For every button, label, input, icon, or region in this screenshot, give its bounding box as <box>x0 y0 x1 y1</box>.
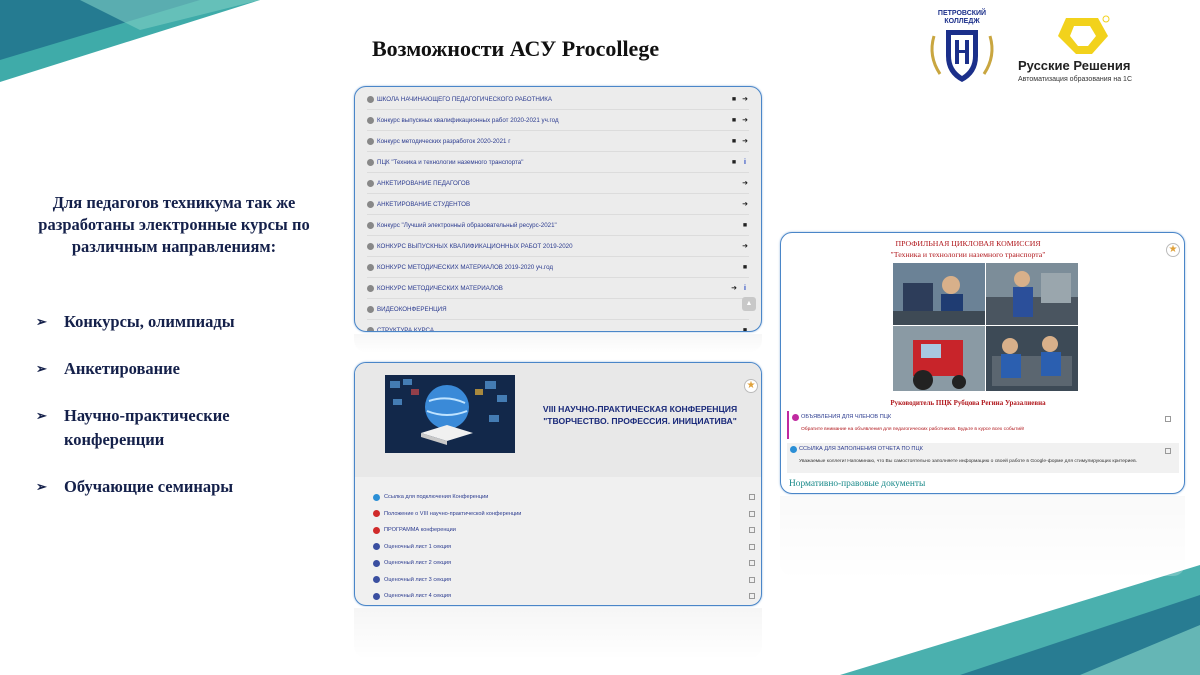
commission-head: Руководитель ПЦК Рубцова Регина Уразалиевна <box>890 399 1046 407</box>
normative-docs-heading: Нормативно-правовые документы <box>789 479 926 489</box>
conference-link-label: Оценочный лист 1 секция <box>384 543 452 550</box>
conference-link-label: Оценочный лист 2 секция <box>384 560 452 566</box>
announcements-body: Обратите внимание на объявления для педагогических работников. Будьте в курсе всех событий! <box>801 427 1025 432</box>
course-label: Конкурс выпускных квалификационных работ 2020-2021 уч.год <box>377 116 559 124</box>
scroll-up-button[interactable]: ▲ <box>742 297 756 311</box>
conference-screenshot <box>354 362 762 606</box>
course-row[interactable] <box>367 278 749 298</box>
bullet-item <box>36 475 326 499</box>
course-label: Конкурс методических разработок 2020-2021 г <box>377 137 511 145</box>
conference-link[interactable] <box>373 572 755 588</box>
completion-checkbox[interactable] <box>749 511 755 517</box>
course-row[interactable] <box>367 236 749 256</box>
completion-checkbox[interactable] <box>749 577 755 583</box>
course-row[interactable] <box>367 194 749 214</box>
conference-link-label: ПРОГРАММА конференции <box>384 527 456 533</box>
course-row[interactable] <box>367 152 749 172</box>
lock-icon[interactable]: ■ <box>731 95 737 103</box>
bullet-label: Научно-практические конференции <box>64 406 230 449</box>
russkie-resheniya-logo <box>1018 14 1148 84</box>
bullet-label: Анкетирование <box>64 359 180 378</box>
course-row[interactable] <box>367 320 749 332</box>
feature-list <box>36 310 326 522</box>
lock-icon[interactable]: ■ <box>742 263 748 271</box>
resource-icon <box>373 527 380 534</box>
conference-link[interactable] <box>373 555 755 571</box>
photo-workshop-2 <box>986 263 1078 325</box>
conference-title <box>533 403 747 427</box>
enter-icon[interactable]: ➜ <box>742 96 748 103</box>
lock-icon[interactable]: ■ <box>731 158 737 166</box>
info-icon[interactable]: i <box>744 284 746 292</box>
resource-icon <box>373 560 380 567</box>
conference-link-label: Оценочный лист 4 секция <box>384 593 452 599</box>
completion-checkbox[interactable] <box>1165 448 1171 454</box>
course-row[interactable] <box>367 299 749 319</box>
bullet-item <box>36 404 326 452</box>
lock-icon[interactable]: ■ <box>731 137 737 145</box>
shield-icon <box>926 26 998 86</box>
course-label: КОНКУРС ВЫПУСКНЫХ КВАЛИФИКАЦИОННЫХ РАБОТ 2019-2020 <box>377 242 573 250</box>
enter-icon[interactable]: ➜ <box>731 285 737 292</box>
conference-link-label: Ссылка для подключения Конференции <box>384 494 489 500</box>
arrow-bullet-icon: ➢ <box>36 314 47 329</box>
completion-checkbox[interactable] <box>1165 416 1171 422</box>
course-row[interactable] <box>367 131 749 151</box>
photo-tractor <box>893 326 985 391</box>
conference-banner <box>355 363 762 477</box>
completion-checkbox[interactable] <box>749 494 755 500</box>
commission-photos <box>893 263 1078 391</box>
lock-icon[interactable]: ■ <box>742 326 748 332</box>
course-label: СТРУКТУРА КУРСА <box>377 326 434 332</box>
lock-icon[interactable]: ■ <box>731 116 737 124</box>
course-gear-icon <box>367 201 374 208</box>
commission-reflection <box>780 496 1185 576</box>
resource-icon <box>373 593 380 600</box>
course-gear-icon <box>367 264 374 271</box>
logo-caption-2: КОЛЛЕДЖ <box>944 18 980 25</box>
rs-subtitle: Автоматизация образования на 1С <box>1018 76 1133 83</box>
completion-checkbox[interactable] <box>749 560 755 566</box>
course-label: КОНКУРС МЕТОДИЧЕСКИХ МАТЕРИАЛОВ 2019-2020 уч.год <box>377 263 554 271</box>
course-gear-icon <box>367 180 374 187</box>
course-gear-icon <box>367 138 374 145</box>
conference-link[interactable] <box>373 539 755 555</box>
photo-engine <box>986 326 1078 391</box>
course-list-reflection <box>354 334 762 352</box>
slide-title: Возможности АСУ Procollege <box>372 36 660 61</box>
course-gear-icon <box>367 243 374 250</box>
petrovsky-college-logo <box>926 10 998 86</box>
logo-caption-1: ПЕТРОВСКИЙ <box>937 10 987 17</box>
course-row[interactable] <box>367 257 749 277</box>
completion-checkbox[interactable] <box>749 544 755 550</box>
course-gear-icon <box>367 222 374 229</box>
course-gear-icon <box>367 117 374 124</box>
arrow-bullet-icon: ➢ <box>36 479 47 494</box>
conference-link[interactable] <box>373 489 755 505</box>
url-icon <box>790 446 797 453</box>
enter-icon[interactable]: ➜ <box>742 243 748 250</box>
course-gear-icon <box>367 96 374 103</box>
course-gear-icon <box>367 159 374 166</box>
conference-link[interactable] <box>373 588 755 604</box>
course-label: АНКЕТИРОВАНИЕ СТУДЕНТОВ <box>377 200 471 208</box>
rs-name: Русские Решения <box>1018 58 1131 73</box>
course-label: ШКОЛА НАЧИНАЮЩЕГО ПЕДАГОГИЧЕСКОГО РАБОТНИКА <box>377 95 553 103</box>
course-label: КОНКУРС МЕТОДИЧЕСКИХ МАТЕРИАЛОВ <box>377 284 503 292</box>
resource-icon <box>373 576 380 583</box>
star-icon[interactable]: ★ <box>744 379 758 393</box>
course-label: АНКЕТИРОВАНИЕ ПЕДАГОГОВ <box>377 179 470 187</box>
course-row[interactable] <box>367 110 749 130</box>
intro-text: Для педагогов техникума так же разработаны электронные курсы по различным направлениям: <box>38 193 310 256</box>
course-row[interactable] <box>367 89 749 109</box>
resource-icon <box>373 543 380 550</box>
star-icon[interactable]: ★ <box>1166 243 1180 257</box>
photo-workshop-1 <box>893 263 985 325</box>
commission-subtitle: "Техника и технологии наземного транспорта" <box>890 250 1046 259</box>
decor-top-left <box>0 0 260 90</box>
commission-title: ПРОФИЛЬНАЯ ЦИКЛОВАЯ КОМИССИЯ <box>895 239 1041 248</box>
completion-checkbox[interactable] <box>749 593 755 599</box>
enter-icon[interactable]: ➜ <box>742 117 748 124</box>
resource-icon <box>373 494 380 501</box>
conference-link[interactable] <box>373 522 755 538</box>
conference-title-line1: VIII НАУЧНО-ПРАКТИЧЕСКАЯ КОНФЕРЕНЦИЯ <box>542 404 738 414</box>
report-link-title: ССЫЛКА ДЛЯ ЗАПОЛНЕНИЯ ОТЧЕТА ПО ПЦК <box>799 446 923 452</box>
course-list-screenshot <box>354 86 762 332</box>
lock-icon[interactable]: ■ <box>742 221 748 229</box>
course-row[interactable] <box>367 173 749 193</box>
decor-bottom-right <box>840 565 1200 675</box>
course-gear-icon <box>367 306 374 313</box>
enter-icon[interactable]: ➜ <box>742 138 748 145</box>
arrow-bullet-icon: ➢ <box>36 361 47 376</box>
arrow-bullet-icon: ➢ <box>36 408 47 423</box>
course-label: Конкурс "Лучший электронный образовательный ресурс-2021" <box>377 221 557 229</box>
course-gear-icon <box>367 327 374 333</box>
course-row[interactable] <box>367 215 749 235</box>
course-label: ПЦК "Техника и технологии наземного транспорта" <box>377 158 524 166</box>
conference-title-line2: "ТВОРЧЕСТВО. ПРОФЕССИЯ. ИНИЦИАТИВА" <box>543 416 737 426</box>
conference-link-label: Оценочный лист 3 секция <box>384 576 452 583</box>
bullet-item <box>36 310 326 334</box>
conference-image <box>385 375 515 453</box>
bullet-label: Конкурсы, олимпиады <box>64 312 235 331</box>
rs-mark-icon <box>1052 14 1112 56</box>
forum-icon <box>792 414 799 421</box>
enter-icon[interactable]: ➜ <box>742 180 748 187</box>
commission-screenshot <box>780 232 1185 494</box>
announcements-item[interactable] <box>787 411 1179 439</box>
completion-checkbox[interactable] <box>749 527 755 533</box>
report-link-body: Уважаемые коллеги! Напоминаю, что Вы самостоятельно заполняете информацию о своей работе в Google-форме для стимулирующих критериев. <box>799 459 1138 464</box>
conference-link-label: Положение о VIII научно-практической конференции <box>384 510 522 517</box>
bullet-label: Обучающие семинары <box>64 477 234 496</box>
conference-reflection <box>354 608 762 658</box>
announcements-title: ОБЪЯВЛЕНИЯ ДЛЯ ЧЛЕНОВ ПЦК <box>801 414 892 420</box>
enter-icon[interactable]: ➜ <box>742 201 748 208</box>
report-link-item[interactable] <box>787 443 1179 473</box>
course-label: ВИДЕОКОНФЕРЕНЦИЯ <box>377 305 447 313</box>
course-gear-icon <box>367 285 374 292</box>
info-icon[interactable]: i <box>744 158 746 166</box>
bullet-item <box>36 357 326 381</box>
conference-link[interactable] <box>373 506 755 522</box>
resource-icon <box>373 510 380 517</box>
